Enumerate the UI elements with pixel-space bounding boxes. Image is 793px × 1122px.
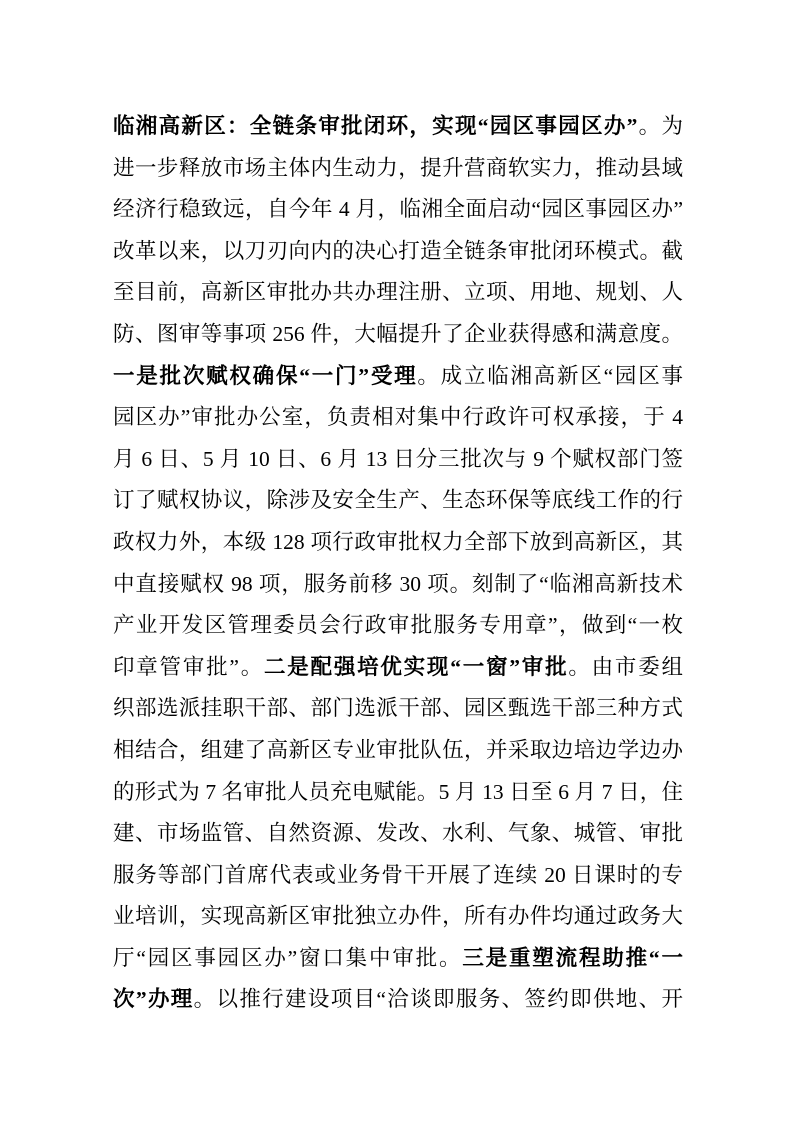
text-segment: 相结合，组建了高新区专业审批队伍，并采取边培边学边办 <box>113 737 683 762</box>
text-line <box>113 148 683 190</box>
text-segment: 订了赋权协议，除涉及安全生产、生态环保等底线工作的行 <box>113 488 683 513</box>
text-line <box>113 480 683 522</box>
bold-text-segment: 三是重塑流程助推“一 <box>462 945 683 970</box>
text-line <box>113 439 683 481</box>
text-line <box>113 314 683 356</box>
text-line <box>113 772 683 814</box>
document-body <box>113 106 683 1021</box>
text-line <box>113 397 683 439</box>
bold-text-segment: 临湘高新区：全链条审批闭环，实现“园区事园区办” <box>113 114 638 138</box>
text-line <box>113 189 683 231</box>
text-line <box>113 605 683 647</box>
bold-text-segment: 一是批次赋权确保“一门”受理 <box>113 363 418 388</box>
text-line <box>113 647 683 689</box>
text-segment: 。为 <box>637 114 683 138</box>
text-line <box>113 979 683 1021</box>
text-segment: 政权力外，本级 128 项行政审批权力全部下放到高新区，其 <box>113 529 683 554</box>
text-line <box>113 231 683 273</box>
text-line <box>113 564 683 606</box>
text-segment: 进一步释放市场主体内生动力，提升营商软实力，推动县域 <box>113 155 683 180</box>
text-segment: 织部选派挂职干部、部门选派干部、园区甄选干部三种方式 <box>113 696 683 721</box>
text-segment: 。以推行建设项目“洽谈即服务、签约即供地、开 <box>193 987 683 1012</box>
text-segment: 建、市场监管、自然资源、发改、水利、气象、城管、审批 <box>113 821 683 846</box>
text-segment: 的形式为 7 名审批人员充电赋能。5 月 13 日至 6 月 7 日，住 <box>113 779 683 804</box>
bold-text-segment: 次”办理 <box>113 987 194 1012</box>
text-segment: 业培训，实现高新区审批独立办件，所有办件均通过政务大 <box>113 904 683 929</box>
text-line <box>113 730 683 772</box>
text-segment: 经济行稳致远，自今年 4 月，临湘全面启动“园区事园区办” <box>113 197 683 222</box>
text-line <box>113 272 683 314</box>
text-line <box>113 688 683 730</box>
text-segment: 。由市委组 <box>568 654 683 679</box>
text-segment: 至目前，高新区审批办共办理注册、立项、用地、规划、人 <box>113 280 683 305</box>
text-segment: 园区办”审批办公室，负责相对集中行政许可权承接，于 4 <box>113 405 683 430</box>
text-segment: 月 6 日、5 月 10 日、6 月 13 日分三批次与 9 个赋权部门签 <box>113 446 683 471</box>
text-line <box>113 938 683 980</box>
text-segment: 厅“园区事园区办”窗口集中审批。 <box>113 945 463 970</box>
text-segment: 产业开发区管理委员会行政审批服务专用章”，做到“一枚 <box>113 613 683 638</box>
text-line <box>113 813 683 855</box>
text-segment: 印章管审批”。 <box>113 654 264 679</box>
text-segment: 改革以来，以刀刃向内的决心打造全链条审批闭环模式。截 <box>113 238 683 263</box>
text-line <box>113 106 683 148</box>
text-line <box>113 522 683 564</box>
text-line <box>113 896 683 938</box>
text-segment: 防、图审等事项 256 件，大幅提升了企业获得感和满意度。 <box>113 321 683 346</box>
text-segment: 中直接赋权 98 项，服务前移 30 项。刻制了“临湘高新技术 <box>113 571 683 596</box>
text-line <box>113 855 683 897</box>
text-line <box>113 356 683 398</box>
text-segment: 服务等部门首席代表或业务骨干开展了连续 20 日课时的专 <box>113 862 683 887</box>
text-segment: 。成立临湘高新区“园区事 <box>417 363 683 388</box>
bold-text-segment: 二是配强培优实现“一窗”审批 <box>263 654 569 679</box>
